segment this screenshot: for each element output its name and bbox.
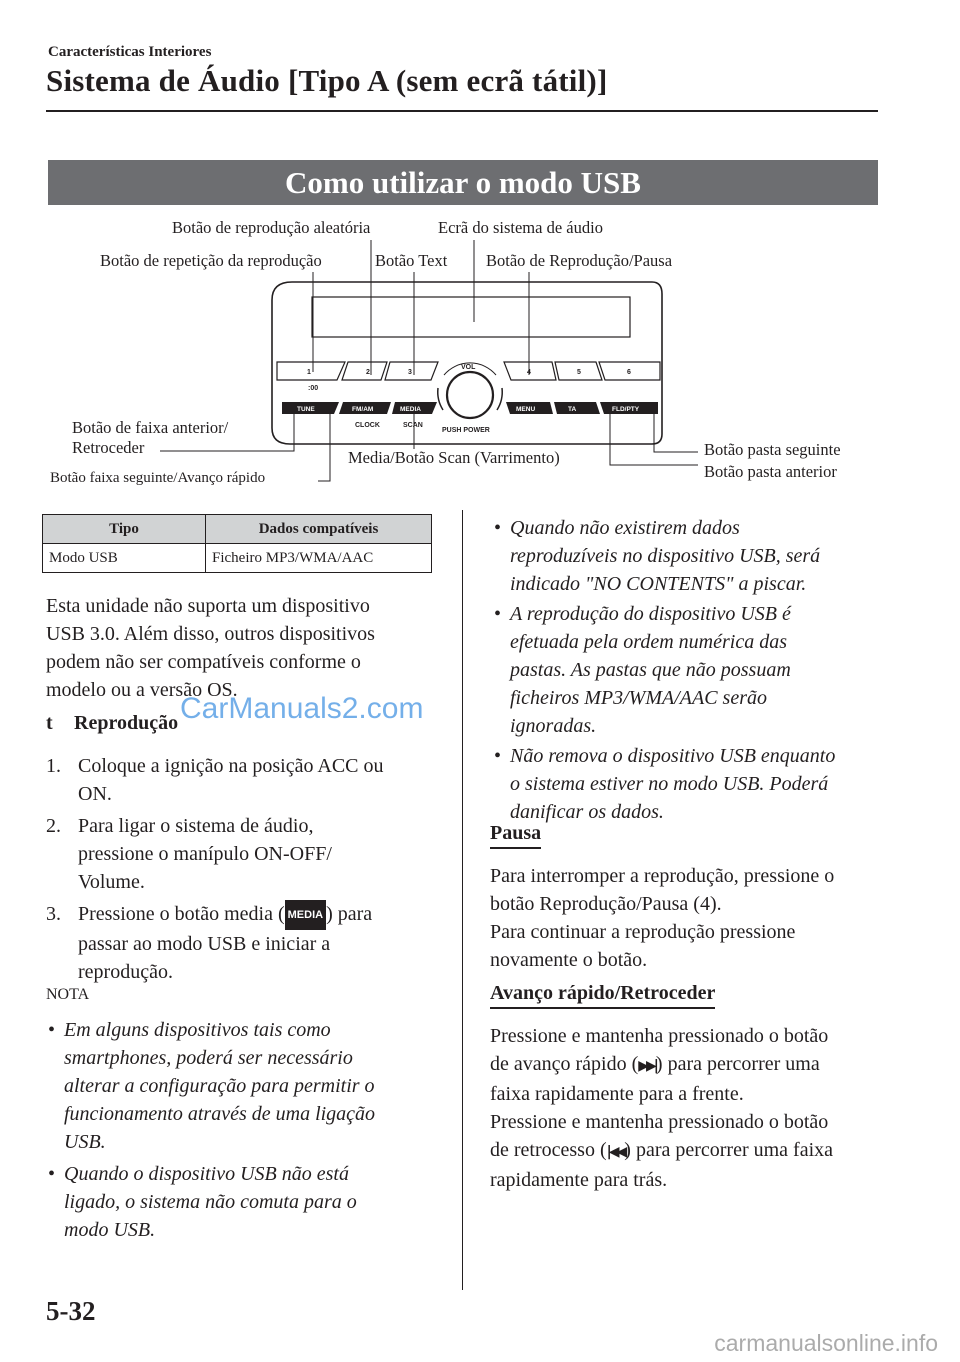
table-header: Tipo [43, 515, 206, 544]
reproducao-steps [46, 752, 456, 986]
nota-bullet: • A reprodução do dispositivo USB é efetuada pela ordem numérica das pastas. As pastas que não possuam ficheiros MP3/WMA/AAC serão ignoradas. [494, 603, 791, 737]
heading-text: Reprodução [74, 712, 179, 734]
volume-knob [447, 372, 493, 418]
menu-label: MENU [516, 406, 536, 413]
callout-folder-prev: Botão pasta anterior [704, 462, 837, 481]
unit-display [312, 297, 630, 337]
preset-button-2 [342, 362, 387, 380]
step-1: 1. Coloque a ignição na posição ACC ou ON. [46, 755, 384, 805]
compatibility-table [42, 514, 432, 573]
intro-line: modelo ou a versão OS. [46, 679, 238, 701]
step-3: 3. Pressione o botão media ( MEDIA ) para passar ao modo USB e iniciar a reprodução. [46, 900, 456, 986]
reproducao-heading [46, 712, 178, 735]
nota-bullet: • Quando o dispositivo USB não está ligado, o sistema não comuta para o modo USB. [48, 1163, 357, 1241]
heading-marker: t [46, 712, 53, 734]
preset-button-1 [277, 362, 345, 380]
page-title: Sistema de Áudio [Tipo A (sem ecrã tátil)] [46, 63, 608, 98]
step-2: 2. Para ligar o sistema de áudio, pressione o manípulo ON-OFF/ Volume. [46, 815, 332, 893]
preset-sub-label: :00 [308, 385, 319, 392]
preset-label-3: 3 [408, 369, 412, 376]
table-cell: Modo USB [43, 544, 206, 573]
page-number: 5-32 [46, 1296, 96, 1326]
leader-lines [160, 240, 698, 481]
fm-am-label: FM/AM [352, 406, 374, 413]
function-buttons [282, 402, 658, 414]
site-watermark: carmanualsonline.info [714, 1330, 938, 1356]
intro-line: USB 3.0. Além disso, outros dispositivos [46, 623, 375, 645]
tune-label: TUNE [297, 406, 315, 413]
avanco-heading: Avanço rápido/Retroceder [490, 982, 715, 1009]
audio-unit-diagram [0, 0, 960, 500]
callout-track-up: Botão faixa seguinte/Avanço rápido [50, 470, 266, 486]
vol-label: VOL [461, 364, 476, 371]
preset-label-1: 1 [307, 369, 311, 376]
nota-bullets-right [494, 514, 894, 826]
section-banner: Como utilizar o modo USB [48, 160, 878, 205]
callout-repeat: Botão de repetição da reprodução [100, 251, 322, 270]
media-icon: MEDIA [285, 900, 326, 930]
nota-bullets-left [48, 1016, 458, 1244]
nota-label: NOTA [46, 986, 90, 1003]
intro-line: Esta unidade não suporta um dispositivo [46, 595, 370, 617]
column-divider [462, 510, 463, 1290]
avanco-paragraph: Pressione e mantenha pressionado o botão de avanço rápido (▶▶|) para percorrer uma faixa rapidamente para a frente. Pressione e mantenha pressionado o botão de retrocesso (|◀◀) para percorrer uma faixa rapidamente para trás. [490, 1025, 834, 1191]
callout-text: Botão Text [375, 251, 448, 270]
intro-paragraph [46, 592, 456, 704]
push-power-label: PUSH POWER [442, 427, 490, 434]
nota-bullet: • Em alguns dispositivos tais como smartphones, poderá ser necessário alterar a configuração para permitir o funcionamento através de uma ligação USB. [48, 1019, 376, 1153]
rewind-icon: |◀◀ [606, 1144, 625, 1160]
pausa-heading: Pausa [490, 822, 541, 849]
table-header: Dados compatíveis [206, 515, 432, 544]
ta-button [554, 402, 600, 414]
fast-forward-icon: ▶▶| [638, 1058, 656, 1074]
pausa-paragraph: Para interromper a reprodução, pressione o botão Reprodução/Pausa (4). Para continuar a reprodução pressione novamente o botão. [490, 865, 835, 971]
callout-track-down-2: Retroceder [72, 438, 145, 457]
nota-bullet: • Quando não existirem dados reproduzíveis no dispositivo USB, será indicado "NO CONTENTS" a piscar. [494, 517, 821, 595]
ta-label: TA [568, 406, 577, 413]
callout-playpause: Botão de Reprodução/Pausa [486, 251, 673, 270]
nota-bullet: • Não remova o dispositivo USB enquanto o sistema estiver no modo USB. Poderá danificar os dados. [494, 745, 836, 823]
section-label: Características Interiores [48, 44, 212, 60]
callout-random: Botão de reprodução aleatória [172, 218, 371, 237]
callout-track-down-1: Botão de faixa anterior/ [72, 418, 229, 437]
preset-label-6: 6 [627, 369, 631, 376]
callout-media: Media/Botão Scan (Varrimento) [348, 448, 560, 467]
intro-line: podem não ser compatíveis conforme o [46, 651, 361, 673]
clock-label: CLOCK [355, 422, 380, 429]
scan-label: SCAN [403, 422, 423, 429]
callout-display: Ecrã do sistema de áudio [438, 218, 603, 237]
fld-pty-label: FLD/PTY [612, 406, 640, 413]
preset-label-4: 4 [527, 369, 531, 376]
table-row [43, 544, 432, 573]
table-cell: Ficheiro MP3/WMA/AAC [206, 544, 432, 573]
callout-folder-next: Botão pasta seguinte [704, 440, 841, 459]
preset-label-5: 5 [577, 369, 581, 376]
media-label: MEDIA [400, 406, 421, 413]
preset-label-2: 2 [366, 369, 370, 376]
carmanuals-watermark: CarManuals2.com [180, 692, 424, 725]
